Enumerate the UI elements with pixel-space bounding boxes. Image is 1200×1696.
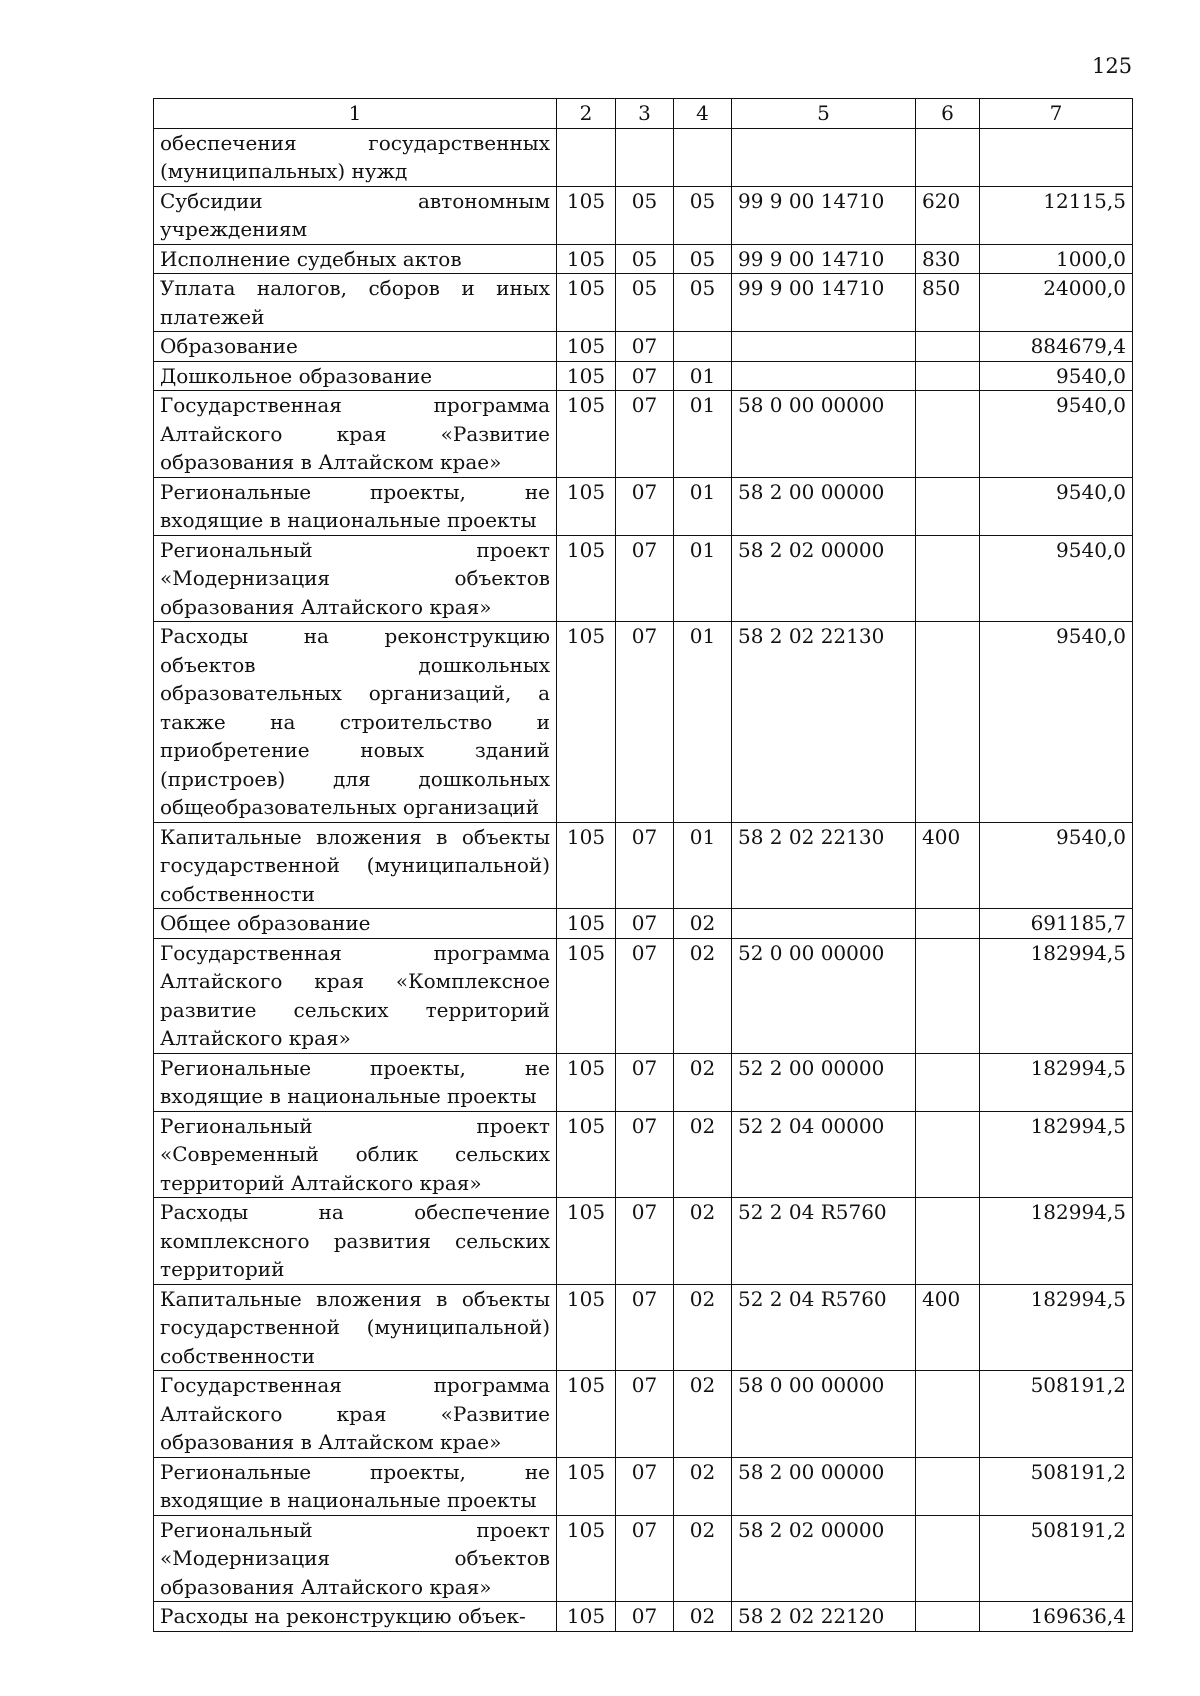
amount-cell: 24000,0 — [980, 274, 1133, 332]
target-article-cell: 58 2 00 00000 — [732, 1457, 916, 1515]
subsection-code-cell: 01 — [674, 822, 732, 909]
expense-type-cell: 830 — [916, 244, 980, 274]
table-row — [154, 1515, 1133, 1602]
amount-cell: 9540,0 — [980, 477, 1133, 535]
target-article-cell: 58 0 00 00000 — [732, 391, 916, 478]
subsection-code-cell: 02 — [674, 1111, 732, 1198]
target-article-cell: 99 9 00 14710 — [732, 186, 916, 244]
target-article-cell: 52 2 04 R5760 — [732, 1284, 916, 1371]
expense-type-cell — [916, 938, 980, 1053]
target-article-cell: 58 2 02 00000 — [732, 535, 916, 622]
target-article-cell: 52 2 00 00000 — [732, 1053, 916, 1111]
subsection-code-cell: 05 — [674, 244, 732, 274]
section-code-cell: 05 — [616, 186, 674, 244]
table-row — [154, 244, 1133, 274]
subsection-code-cell: 01 — [674, 622, 732, 823]
expense-type-cell — [916, 391, 980, 478]
line-item-name: Региональный проект «Модернизация объектов образования Алтайского края» — [154, 535, 557, 622]
expense-type-cell — [916, 1602, 980, 1632]
section-code-cell — [616, 128, 674, 186]
target-article-cell: 99 9 00 14710 — [732, 274, 916, 332]
column-header: 1 — [154, 99, 557, 129]
admin-code-cell: 105 — [557, 909, 616, 939]
admin-code-cell — [557, 128, 616, 186]
line-item-name: Дошкольное образование — [154, 361, 557, 391]
section-code-cell: 07 — [616, 1111, 674, 1198]
subsection-code-cell: 02 — [674, 1371, 732, 1458]
admin-code-cell: 105 — [557, 938, 616, 1053]
section-code-cell: 07 — [616, 391, 674, 478]
line-item-name: Уплата налогов, сборов и иных платежей — [154, 274, 557, 332]
target-article-cell: 52 2 04 R5760 — [732, 1198, 916, 1285]
expense-type-cell — [916, 1515, 980, 1602]
section-code-cell: 07 — [616, 535, 674, 622]
amount-cell: 9540,0 — [980, 822, 1133, 909]
amount-cell: 182994,5 — [980, 1198, 1133, 1285]
line-item-name: Капитальные вложения в объекты государственной (муниципальной) собственности — [154, 1284, 557, 1371]
page-number: 125 — [1092, 54, 1133, 78]
target-article-cell: 58 2 02 22120 — [732, 1602, 916, 1632]
expense-type-cell — [916, 361, 980, 391]
target-article-cell — [732, 128, 916, 186]
line-item-name: Региональные проекты, не входящие в национальные проекты — [154, 477, 557, 535]
table-row — [154, 274, 1133, 332]
subsection-code-cell: 02 — [674, 1515, 732, 1602]
admin-code-cell: 105 — [557, 332, 616, 362]
amount-cell: 1000,0 — [980, 244, 1133, 274]
table-row — [154, 391, 1133, 478]
table-row — [154, 822, 1133, 909]
amount-cell: 182994,5 — [980, 1111, 1133, 1198]
line-item-name: Образование — [154, 332, 557, 362]
table-header-row — [154, 99, 1133, 129]
line-item-name: Региональный проект «Современный облик сельских территорий Алтайского края» — [154, 1111, 557, 1198]
table-row — [154, 332, 1133, 362]
target-article-cell: 58 2 00 00000 — [732, 477, 916, 535]
subsection-code-cell — [674, 332, 732, 362]
column-header: 3 — [616, 99, 674, 129]
budget-table — [153, 98, 1133, 1632]
amount-cell: 9540,0 — [980, 361, 1133, 391]
expense-type-cell — [916, 1457, 980, 1515]
amount-cell: 9540,0 — [980, 535, 1133, 622]
subsection-code-cell: 05 — [674, 186, 732, 244]
table-row — [154, 1198, 1133, 1285]
admin-code-cell: 105 — [557, 391, 616, 478]
admin-code-cell: 105 — [557, 1198, 616, 1285]
line-item-name: Капитальные вложения в объекты государственной (муниципальной) собственности — [154, 822, 557, 909]
section-code-cell: 07 — [616, 1284, 674, 1371]
section-code-cell: 07 — [616, 822, 674, 909]
amount-cell — [980, 128, 1133, 186]
line-item-name: обеспечения государственных (муниципальных) нужд — [154, 128, 557, 186]
table-row — [154, 1602, 1133, 1632]
table-row — [154, 938, 1133, 1053]
line-item-name: Исполнение судебных актов — [154, 244, 557, 274]
amount-cell: 508191,2 — [980, 1515, 1133, 1602]
admin-code-cell: 105 — [557, 822, 616, 909]
table-row — [154, 1053, 1133, 1111]
expense-type-cell — [916, 128, 980, 186]
table-row — [154, 128, 1133, 186]
line-item-name: Государственная программа Алтайского края «Комплексное развитие сельских территорий Алтайского края» — [154, 938, 557, 1053]
table-row — [154, 909, 1133, 939]
table-row — [154, 535, 1133, 622]
section-code-cell: 07 — [616, 1515, 674, 1602]
amount-cell: 508191,2 — [980, 1371, 1133, 1458]
line-item-name: Региональные проекты, не входящие в национальные проекты — [154, 1457, 557, 1515]
expense-type-cell — [916, 622, 980, 823]
table-row — [154, 1111, 1133, 1198]
admin-code-cell: 105 — [557, 477, 616, 535]
section-code-cell: 07 — [616, 909, 674, 939]
admin-code-cell: 105 — [557, 1515, 616, 1602]
expense-type-cell — [916, 1371, 980, 1458]
admin-code-cell: 105 — [557, 1371, 616, 1458]
subsection-code-cell: 02 — [674, 938, 732, 1053]
line-item-name: Общее образование — [154, 909, 557, 939]
line-item-name: Расходы на реконструкцию объек- — [154, 1602, 557, 1632]
section-code-cell: 07 — [616, 1602, 674, 1632]
column-header: 4 — [674, 99, 732, 129]
amount-cell: 169636,4 — [980, 1602, 1133, 1632]
amount-cell: 508191,2 — [980, 1457, 1133, 1515]
admin-code-cell: 105 — [557, 361, 616, 391]
column-header: 6 — [916, 99, 980, 129]
table-row — [154, 622, 1133, 823]
table-row — [154, 361, 1133, 391]
expense-type-cell — [916, 535, 980, 622]
table-row — [154, 1284, 1133, 1371]
amount-cell: 182994,5 — [980, 938, 1133, 1053]
subsection-code-cell: 01 — [674, 535, 732, 622]
section-code-cell: 07 — [616, 1371, 674, 1458]
amount-cell: 9540,0 — [980, 391, 1133, 478]
subsection-code-cell: 02 — [674, 1284, 732, 1371]
subsection-code-cell: 02 — [674, 1198, 732, 1285]
admin-code-cell: 105 — [557, 274, 616, 332]
line-item-name: Региональный проект «Модернизация объектов образования Алтайского края» — [154, 1515, 557, 1602]
subsection-code-cell — [674, 128, 732, 186]
column-header: 2 — [557, 99, 616, 129]
amount-cell: 182994,5 — [980, 1053, 1133, 1111]
subsection-code-cell: 01 — [674, 391, 732, 478]
line-item-name: Расходы на реконструкцию объектов дошкольных образовательных организаций, а также на строительство и приобретение новых зданий (пристроев) для дошкольных общеобразовательных организаций — [154, 622, 557, 823]
subsection-code-cell: 05 — [674, 274, 732, 332]
expense-type-cell: 400 — [916, 1284, 980, 1371]
section-code-cell: 07 — [616, 332, 674, 362]
amount-cell: 12115,5 — [980, 186, 1133, 244]
subsection-code-cell: 02 — [674, 909, 732, 939]
target-article-cell — [732, 332, 916, 362]
admin-code-cell: 105 — [557, 1111, 616, 1198]
line-item-name: Государственная программа Алтайского края «Развитие образования в Алтайском крае» — [154, 1371, 557, 1458]
section-code-cell: 07 — [616, 361, 674, 391]
column-header: 5 — [732, 99, 916, 129]
section-code-cell: 05 — [616, 244, 674, 274]
table-row — [154, 186, 1133, 244]
admin-code-cell: 105 — [557, 622, 616, 823]
subsection-code-cell: 02 — [674, 1053, 732, 1111]
section-code-cell: 07 — [616, 1053, 674, 1111]
target-article-cell: 58 0 00 00000 — [732, 1371, 916, 1458]
target-article-cell — [732, 909, 916, 939]
subsection-code-cell: 01 — [674, 477, 732, 535]
expense-type-cell — [916, 477, 980, 535]
admin-code-cell: 105 — [557, 1457, 616, 1515]
table-row — [154, 1371, 1133, 1458]
subsection-code-cell: 01 — [674, 361, 732, 391]
line-item-name: Государственная программа Алтайского края «Развитие образования в Алтайском крае» — [154, 391, 557, 478]
target-article-cell — [732, 361, 916, 391]
admin-code-cell: 105 — [557, 244, 616, 274]
expense-type-cell — [916, 909, 980, 939]
expense-type-cell — [916, 1198, 980, 1285]
table-row — [154, 1457, 1133, 1515]
amount-cell: 182994,5 — [980, 1284, 1133, 1371]
target-article-cell: 52 0 00 00000 — [732, 938, 916, 1053]
amount-cell: 691185,7 — [980, 909, 1133, 939]
target-article-cell: 58 2 02 00000 — [732, 1515, 916, 1602]
expense-type-cell: 620 — [916, 186, 980, 244]
target-article-cell: 58 2 02 22130 — [732, 622, 916, 823]
column-header: 7 — [980, 99, 1133, 129]
subsection-code-cell: 02 — [674, 1457, 732, 1515]
admin-code-cell: 105 — [557, 1053, 616, 1111]
expense-type-cell — [916, 1053, 980, 1111]
expense-type-cell: 850 — [916, 274, 980, 332]
target-article-cell: 58 2 02 22130 — [732, 822, 916, 909]
expense-type-cell — [916, 1111, 980, 1198]
line-item-name: Субсидии автономным учреждениям — [154, 186, 557, 244]
table-row — [154, 477, 1133, 535]
section-code-cell: 07 — [616, 477, 674, 535]
amount-cell: 884679,4 — [980, 332, 1133, 362]
admin-code-cell: 105 — [557, 1284, 616, 1371]
subsection-code-cell: 02 — [674, 1602, 732, 1632]
admin-code-cell: 105 — [557, 186, 616, 244]
target-article-cell: 52 2 04 00000 — [732, 1111, 916, 1198]
expense-type-cell — [916, 332, 980, 362]
section-code-cell: 07 — [616, 938, 674, 1053]
table-body — [154, 128, 1133, 1631]
admin-code-cell: 105 — [557, 535, 616, 622]
line-item-name: Региональные проекты, не входящие в национальные проекты — [154, 1053, 557, 1111]
amount-cell: 9540,0 — [980, 622, 1133, 823]
section-code-cell: 07 — [616, 1457, 674, 1515]
section-code-cell: 05 — [616, 274, 674, 332]
section-code-cell: 07 — [616, 1198, 674, 1285]
expense-type-cell: 400 — [916, 822, 980, 909]
admin-code-cell: 105 — [557, 1602, 616, 1632]
target-article-cell: 99 9 00 14710 — [732, 244, 916, 274]
line-item-name: Расходы на обеспечение комплексного развития сельских территорий — [154, 1198, 557, 1285]
section-code-cell: 07 — [616, 622, 674, 823]
